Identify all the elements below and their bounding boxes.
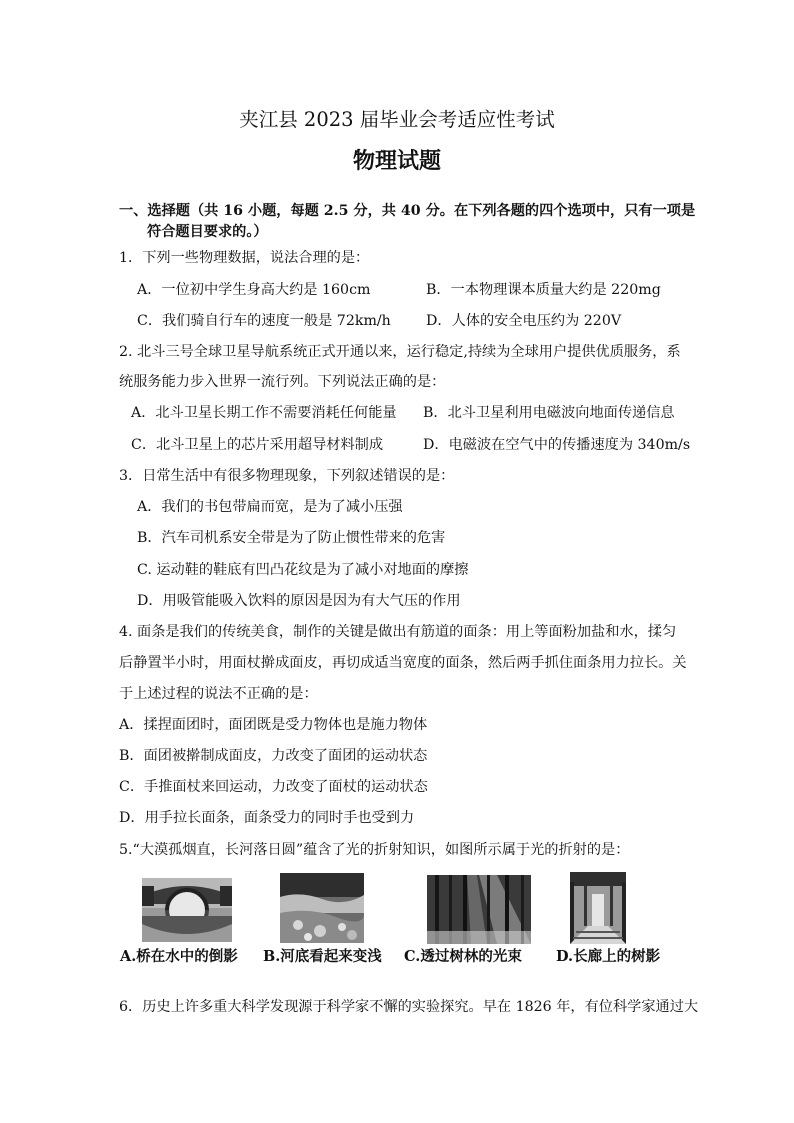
image-forest-light-beams [427,875,531,944]
image-river-bed [280,873,364,943]
exam-title: 夹江县 2023 届毕业会考适应性考试 [239,108,555,131]
question-4-option-c: C．手推面杖来回运动，力改变了面杖的运动状态 [119,779,428,795]
question-1-option-d: D．人体的安全电压约为 220V [426,313,622,329]
question-3-option-c: C. 运动鞋的鞋底有凹凸花纹是为了减小对地面的摩擦 [137,562,469,578]
question-4-option-d: D．用手拉长面条，面条受力的同时手也受到力 [119,810,415,826]
question-4-stem-cont-1: 后静置半小时，用面杖擀成面皮，再切成适当宽度的面条，然后两手抓住面条用力拉长。关 [119,655,687,671]
question-2-option-b: B．北斗卫星利用电磁波向地面传递信息 [423,405,675,421]
section-heading-cont: 符合题目要求的。） [147,224,268,240]
caption-a: A.桥在水中的倒影 [120,948,238,965]
question-1-stem: 1．下列一些物理数据，说法合理的是： [119,250,370,266]
question-3-option-b: B．汽车司机系安全带是为了防止惯性带来的危害 [137,530,446,546]
caption-d: D.长廊上的树影 [556,948,661,965]
caption-b: B.河底看起来变浅 [263,948,382,965]
image-corridor-shadows [570,872,626,944]
section-heading: 一、选择题（共 16 小题，每题 2.5 分，共 40 分。在下列各题的四个选项中，只有一项是 [119,203,696,219]
question-1-option-b: B．一本物理课本质量大约是 220mg [426,282,661,298]
question-2-option-a: A．北斗卫星长期工作不需要消耗任何能量 [131,405,397,421]
question-5-stem: 5.“大漠孤烟直，长河落日圆”蕴含了光的折射知识，如图所示属于光的折射的是： [119,842,630,858]
question-6-stem: 6．历史上许多重大科学发现源于科学家不懈的实验探究。早在 1826 年，有位科学家通过大 [119,999,699,1015]
question-2-option-d: D．电磁波在空气中的传播速度为 340m/s [423,437,691,453]
question-4-option-b: B．面团被擀制成面皮，力改变了面团的运动状态 [119,748,428,764]
question-2-stem: 2. 北斗三号全球卫星导航系统正式开通以来，运行稳定,持续为全球用户提供优质服务，系 [119,344,681,360]
question-4-option-a: A．揉捏面团时，面团既是受力物体也是施力物体 [119,717,428,733]
question-2-stem-cont: 统服务能力步入世界一流行列。下列说法正确的是： [119,374,446,390]
question-3-option-a: A．我们的书包带扁而宽，是为了减小压强 [137,499,403,515]
question-1-option-a: A．一位初中学生身高大约是 160cm [137,282,371,298]
question-2-option-c: C．北斗卫星上的芯片采用超导材料制成 [131,437,384,453]
question-1-option-c: C．我们骑自行车的速度一般是 72km/h [137,313,391,329]
caption-c: C.透过树林的光束 [404,948,522,965]
question-3-stem: 3．日常生活中有很多物理现象，下列叙述错误的是： [119,468,455,484]
question-4-stem-cont-2: 于上述过程的说法不正确的是： [119,686,318,702]
question-3-option-d: D．用吸管能吸入饮料的原因是因为有大气压的作用 [137,593,461,609]
image-bridge-reflection [142,878,232,942]
question-4-stem: 4. 面条是我们的传统美食，制作的关键是做出有筋道的面条：用上等面粉加盐和水，揉匀 [119,624,677,640]
subject-title: 物理试题 [352,148,441,174]
